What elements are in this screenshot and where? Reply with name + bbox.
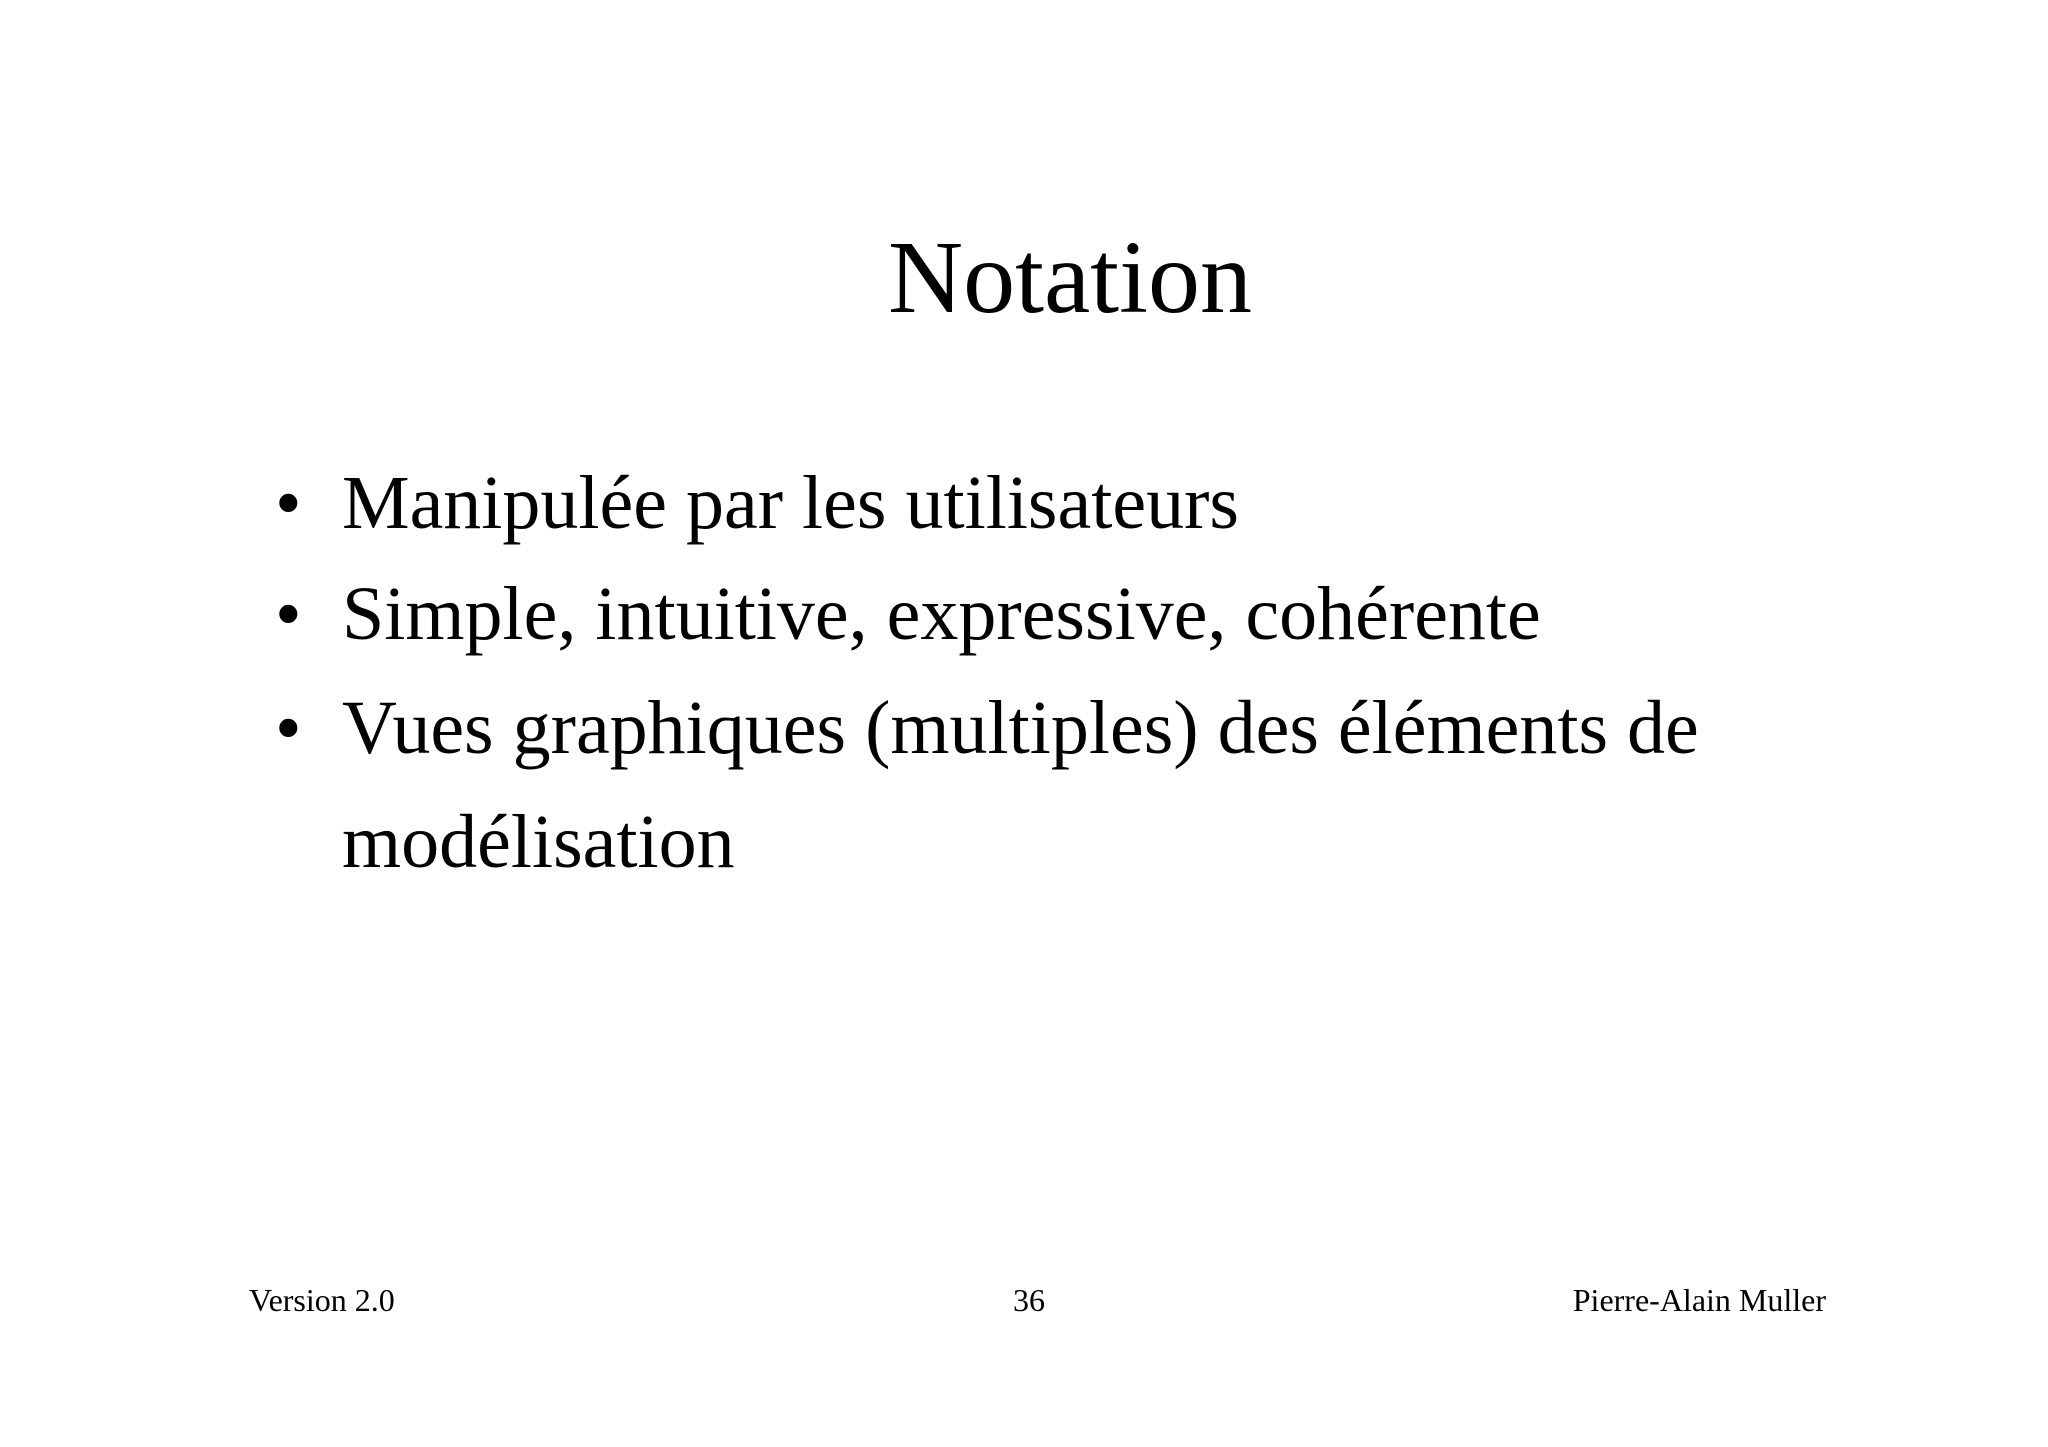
bullet-text: Simple, intuitive, expressive, cohérente <box>342 572 1541 656</box>
bullet-item <box>275 671 1825 899</box>
bullet-item <box>275 557 1825 671</box>
bullet-icon: • <box>275 686 302 770</box>
bullet-text: Manipulée par les utilisateurs <box>342 461 1239 545</box>
footer-version: Version 2.0 <box>249 1282 395 1318</box>
bullet-text: Vues graphiques (multiples) des éléments de modélisation <box>342 686 1699 884</box>
slide-title: Notation <box>888 220 1252 335</box>
footer-author: Pierre-Alain Muller <box>1572 1282 1826 1318</box>
bullet-icon: • <box>275 461 302 545</box>
bullet-item <box>275 446 1825 560</box>
bullet-icon: • <box>275 572 302 656</box>
footer-page-number: 36 <box>1013 1282 1045 1318</box>
